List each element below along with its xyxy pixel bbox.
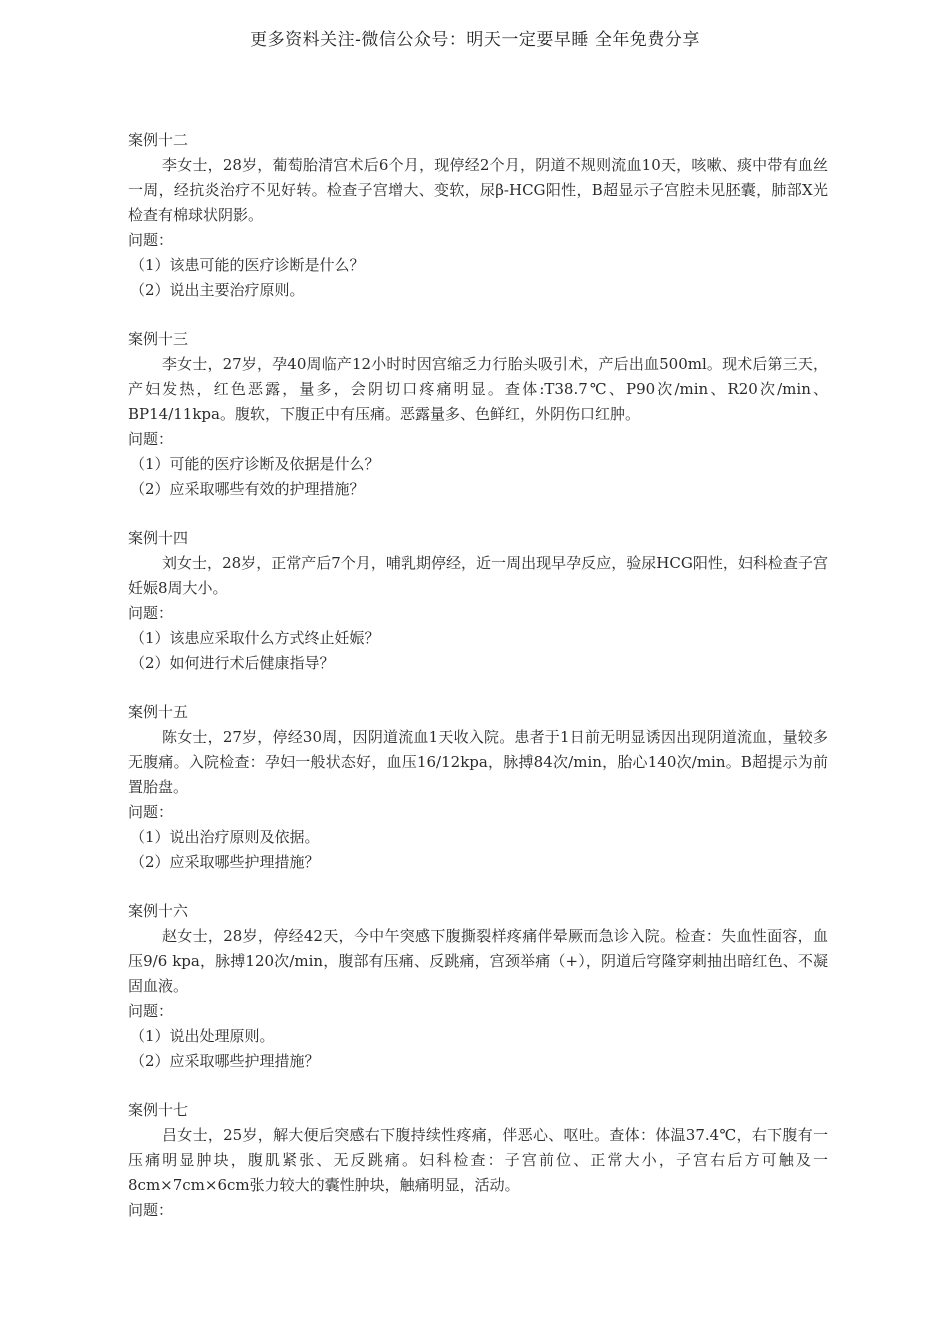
case-title: 案例十七 bbox=[128, 1101, 189, 1119]
case-description: 陈女士，27岁，停经30周，因阴道流血1天收入院。患者于1日前无明显诱因出现阴道流血，量较多无腹痛。入院检查：孕妇一般状态好，血压16/12kpa，脉搏84次/min，胎心140次/min。B超提示为前置胎盘。 bbox=[128, 728, 828, 796]
case-title: 案例十五 bbox=[128, 703, 189, 721]
question-item: （1）该患应采取什么方式终止妊娠？ bbox=[130, 629, 380, 647]
question-item: （1）该患可能的医疗诊断是什么？ bbox=[130, 256, 365, 274]
case-14 bbox=[128, 526, 828, 676]
case-description: 刘女士，28岁，正常产后7个月，哺乳期停经，近一周出现早孕反应，验尿HCG阳性，妇科检查子宫妊娠8周大小。 bbox=[128, 554, 828, 597]
case-description: 李女士，27岁，孕40周临产12小时时因宫缩乏力行胎头吸引术，产后出血500ml。现术后第三天，产妇发热，红色恶露，量多，会阴切口疼痛明显。查体:T38.7℃、P90次/min、R20次/min、BP14/11kpa。腹软，下腹正中有压痛。恶露量多、色鲜红，外阴伤口红肿。 bbox=[128, 355, 828, 423]
document-body bbox=[128, 128, 828, 1247]
case-title: 案例十二 bbox=[128, 131, 189, 149]
case-description: 赵女士，28岁，停经42天，今中午突感下腹撕裂样疼痛伴晕厥而急诊入院。检查：失血性面容，血压9/6 kpa，脉搏120次/min，腹部有压痛、反跳痛，宫颈举痛（+），阴道后穹隆穿刺抽出暗红色、不凝固血液。 bbox=[128, 927, 828, 995]
case-title: 案例十六 bbox=[128, 902, 189, 920]
case-17 bbox=[128, 1098, 828, 1223]
question-item: （2）应采取哪些有效的护理措施？ bbox=[130, 480, 365, 498]
question-item: （1）说出处理原则。 bbox=[130, 1027, 275, 1045]
case-15 bbox=[128, 700, 828, 875]
question-item: （1）可能的医疗诊断及依据是什么？ bbox=[130, 455, 380, 473]
question-label: 问题： bbox=[128, 1002, 174, 1020]
case-description: 吕女士，25岁，解大便后突感右下腹持续性疼痛，伴恶心、呕吐。查体：体温37.4℃，右下腹有一压痛明显肿块，腹肌紧张、无反跳痛。妇科检查：子宫前位、正常大小，子宫右后方可触及一8cm×7cm×6cm张力较大的囊性肿块，触痛明显，活动。 bbox=[128, 1126, 828, 1194]
question-item: （1）说出治疗原则及依据。 bbox=[130, 828, 320, 846]
case-12 bbox=[128, 128, 828, 303]
question-item: （2）说出主要治疗原则。 bbox=[130, 281, 305, 299]
case-description: 李女士，28岁，葡萄胎清宫术后6个月，现停经2个月，阴道不规则流血10天，咳嗽、痰中带有血丝一周，经抗炎治疗不见好转。检查子宫增大、变软，尿β-HCG阳性，B超显示子宫腔未见胚囊，肺部X光检查有棉球状阴影。 bbox=[128, 156, 828, 224]
case-16 bbox=[128, 899, 828, 1074]
page-header-banner: 更多资料关注-微信公众号：明天一定要早睡 全年免费分享 bbox=[250, 30, 700, 50]
question-label: 问题： bbox=[128, 1201, 174, 1219]
question-label: 问题： bbox=[128, 803, 174, 821]
question-item: （2）如何进行术后健康指导？ bbox=[130, 654, 335, 672]
case-title: 案例十三 bbox=[128, 330, 189, 348]
question-item: （2）应采取哪些护理措施？ bbox=[130, 1052, 320, 1070]
question-label: 问题： bbox=[128, 231, 174, 249]
question-label: 问题： bbox=[128, 604, 174, 622]
question-label: 问题： bbox=[128, 430, 174, 448]
case-13 bbox=[128, 327, 828, 502]
case-title: 案例十四 bbox=[128, 529, 189, 547]
question-item: （2）应采取哪些护理措施？ bbox=[130, 853, 320, 871]
